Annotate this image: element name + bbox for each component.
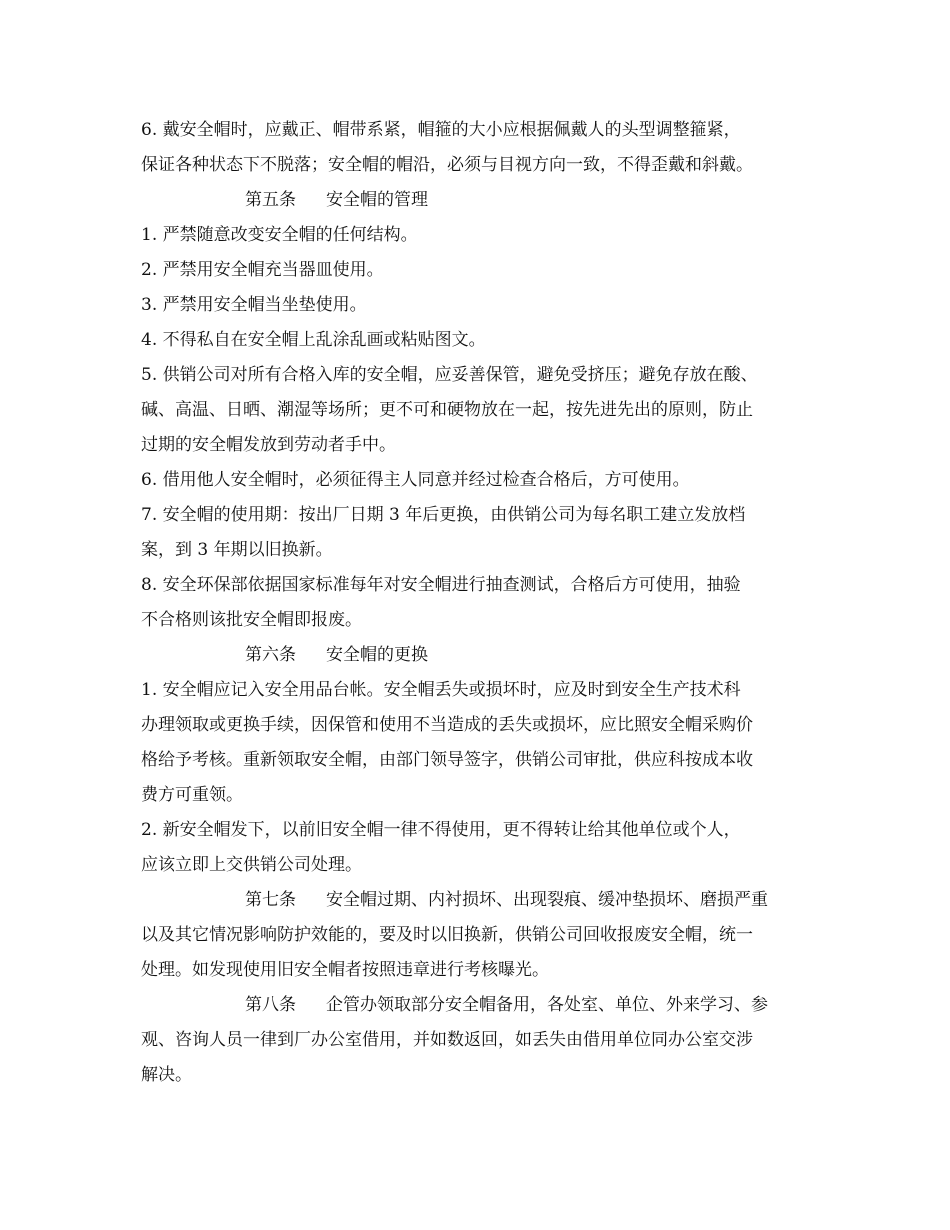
text-line: 处理。如发现使用旧安全帽者按照违章进行考核曝光。	[141, 960, 549, 980]
article-title: 安全帽的更换	[326, 645, 428, 665]
text-line: 解决。	[141, 1065, 192, 1085]
article-number: 第八条	[245, 995, 296, 1015]
text-line: 不合格则该批安全帽即报废。	[141, 610, 362, 630]
text-line: 应该立即上交供销公司处理。	[141, 855, 362, 875]
article-number: 第五条	[245, 190, 296, 210]
article-text: 安全帽过期、内衬损坏、出现裂痕、缓冲垫损坏、磨损严重	[326, 890, 768, 910]
article-title: 安全帽的管理	[326, 190, 428, 210]
text-line: 以及其它情况影响防护效能的，要及时以旧换新，供销公司回收报废安全帽，统一	[141, 925, 753, 945]
article-heading-6	[245, 643, 428, 667]
article-heading-8	[245, 993, 768, 1017]
text-line: 2. 严禁用安全帽充当器皿使用。	[141, 260, 384, 280]
text-line: 7. 安全帽的使用期：按出厂日期 3 年后更换，由供销公司为每名职工建立发放档	[141, 505, 746, 525]
article-heading-7	[245, 888, 768, 912]
text-line: 4. 不得私自在安全帽上乱涂乱画或粘贴图文。	[141, 330, 486, 350]
text-line: 1. 安全帽应记入安全用品台帐。安全帽丢失或损坏时，应及时到安全生产技术科	[141, 680, 741, 700]
text-line: 6. 借用他人安全帽时，必须征得主人同意并经过检查合格后，方可使用。	[141, 470, 690, 490]
text-line: 6. 戴安全帽时，应戴正、帽带系紧，帽箍的大小应根据佩戴人的头型调整箍紧，	[141, 120, 741, 140]
text-line: 5. 供销公司对所有合格入库的安全帽，应妥善保管，避免受挤压；避免存放在酸、	[141, 365, 758, 385]
text-line: 办理领取或更换手续，因保管和使用不当造成的丢失或损坏，应比照安全帽采购价	[141, 715, 753, 735]
text-line: 保证各种状态下不脱落；安全帽的帽沿，必须与目视方向一致，不得歪戴和斜戴。	[141, 155, 753, 175]
text-line: 碱、高温、日晒、潮湿等场所；更不可和硬物放在一起，按先进先出的原则，防止	[141, 400, 753, 420]
article-heading-5	[245, 188, 428, 212]
text-line: 过期的安全帽发放到劳动者手中。	[141, 435, 396, 455]
text-line: 8. 安全环保部依据国家标准每年对安全帽进行抽查测试，合格后方可使用，抽验	[141, 575, 741, 595]
article-number: 第六条	[245, 645, 296, 665]
text-line: 1. 严禁随意改变安全帽的任何结构。	[141, 225, 418, 245]
text-line: 观、咨询人员一律到厂办公室借用，并如数返回，如丢失由借用单位同办公室交涉	[141, 1030, 753, 1050]
text-line: 案，到 3 年期以旧换新。	[141, 540, 333, 560]
text-line: 格给予考核。重新领取安全帽，由部门领导签字，供销公司审批，供应科按成本收	[141, 750, 753, 770]
article-text: 企管办领取部分安全帽备用，各处室、单位、外来学习、参	[326, 995, 768, 1015]
text-line: 费方可重领。	[141, 785, 243, 805]
article-number: 第七条	[245, 890, 296, 910]
text-line: 2. 新安全帽发下，以前旧安全帽一律不得使用，更不得转让给其他单位或个人，	[141, 820, 741, 840]
text-line: 3. 严禁用安全帽当坐垫使用。	[141, 295, 367, 315]
